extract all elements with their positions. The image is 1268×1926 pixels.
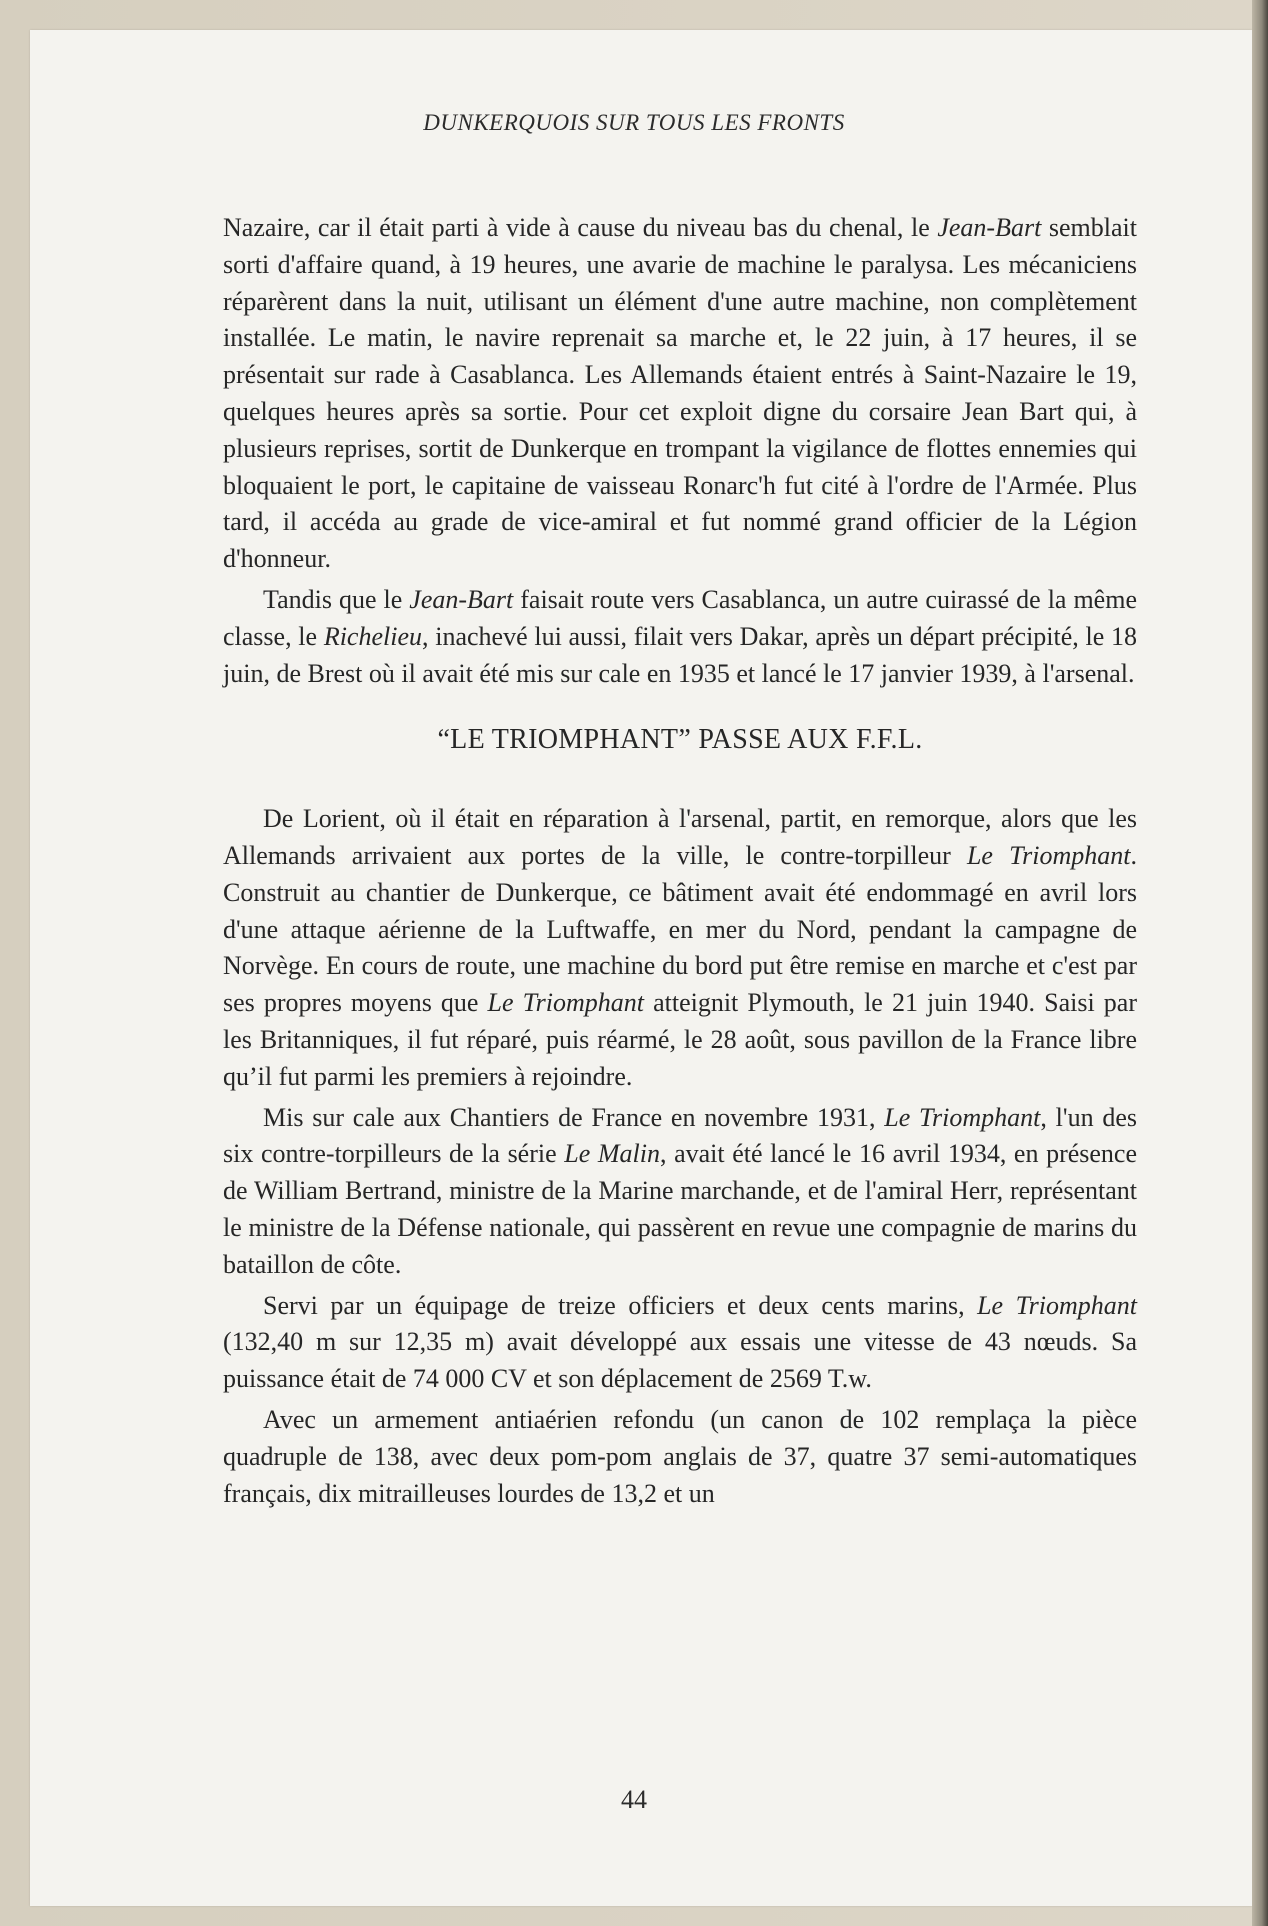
italic-title: Jean-Bart: [937, 213, 1042, 242]
page-number: 44: [621, 1785, 647, 1814]
italic-title: Le Malin: [564, 1139, 660, 1169]
text-run: semblait sorti d'affaire quand, à 19 heures, une avarie de machine le paralysa. Les mécaniciens réparèrent dans la nuit, utilisant un élément d'une autre machine, non complètement installée. Le matin, le navire reprenait sa marche et, le 22 juin, à 17 heures, il se présentait sur rade à Casablanca. Les Allemands étaient entrés à Saint-Nazaire le 19, quelques heures après sa sortie. Pour cet exploit digne du corsaire Jean Bart qui, à plusieurs reprises, sortit de Dunkerque en trompant la vigilance de flottes ennemies qui bloquaient le port, le capitaine de vaisseau Ronarc'h fut cité à l'ordre de l'Armée. Plus tard, il accéda au grade de vice-amiral et fut nommé grand officier de la Légion d'honneur.: [223, 213, 1137, 574]
italic-title: Le Triomphant: [487, 988, 644, 1018]
text-run: , inachevé lui aussi, filait vers Dakar, après un départ précipité, le 18 juin, de Brest où il avait été mis sur cale en 1935 et lancé le 17 janvier 1939, à l'arsenal.: [223, 621, 1138, 688]
paragraph: [223, 1402, 1137, 1512]
paragraph: [223, 582, 1137, 692]
paragraph: [223, 1100, 1137, 1284]
paragraph: [223, 210, 1137, 578]
text-run: . Construit au chantier de Dunkerque, ce bâtiment avait été endommagé en avril lors d'une attaque aérienne de la Luftwaffe, en mer du Nord, pendant la campagne de Norvège. En cours de route, une machine du bord put être remise en marche et c'est par ses propres moyens que: [223, 840, 1137, 1018]
text-run: Mis sur cale aux Chantiers de France en novembre 1931,: [263, 1102, 885, 1132]
text-run: Servi par un équipage de treize officiers et deux cents marins,: [263, 1290, 978, 1320]
text-run: (132,40 m sur 12,35 m) avait développé aux essais une vitesse de 43 nœuds. Sa puissance était de 74 000 CV et son déplacement de 2569 T.w.: [223, 1327, 1137, 1394]
italic-title: Le Triomphant: [977, 1290, 1137, 1320]
italic-title: Le Triomphant: [884, 1102, 1041, 1132]
page-spine-edge: [1252, 0, 1268, 1926]
italic-title: Richelieu: [323, 621, 422, 651]
italic-title: Le Triomphant: [966, 840, 1131, 870]
text-run: De Lorient, où il était en réparation à l'arsenal, partit, en remorque, alors que les Allemands arrivaient aux portes de la ville, le contre-torpilleur: [223, 804, 1137, 870]
italic-title: Jean-Bart: [409, 584, 514, 614]
text-run: atteignit Plymouth, le 21 juin 1940. Saisi par les Britanniques, il fut réparé, puis réarmé, le 28 août, sous pavillon de la France libre qu’il fut parmi les premiers à rejoindre.: [223, 988, 1137, 1091]
text-run: faisait route vers Casablanca, un autre cuirassé de la même classe, le: [223, 584, 1137, 651]
body-text: [223, 210, 1137, 1512]
section-heading: “LE TRIOMPHANT” PASSE AUX F.F.L.: [437, 724, 923, 756]
paragraph: [223, 801, 1137, 1095]
running-head: DUNKERQUOIS SUR TOUS LES FRONTS: [423, 110, 845, 135]
text-run: Nazaire, car il était parti à vide à cause du niveau bas du chenal, le: [223, 213, 938, 242]
text-run: , l'un des six contre-torpilleurs de la série: [223, 1102, 1137, 1169]
text-run: Tandis que le: [263, 584, 410, 614]
text-run: Avec un armement antiaérien refondu (un canon de 102 remplaça la pièce quadruple de 138, avec deux pom-pom anglais de 37, quatre 37 semi-automatiques français, dix mitrailleuses lourdes de 13,2 et un: [223, 1404, 1137, 1508]
paragraph: [223, 1288, 1137, 1398]
text-run: , avait été lancé le 16 avril 1934, en présence de William Bertrand, ministre de la Marine marchande, et de l'amiral Herr, représentant le ministre de la Défense nationale, qui passèrent en revue une compagnie de marins du bataillon de côte.: [223, 1139, 1138, 1279]
